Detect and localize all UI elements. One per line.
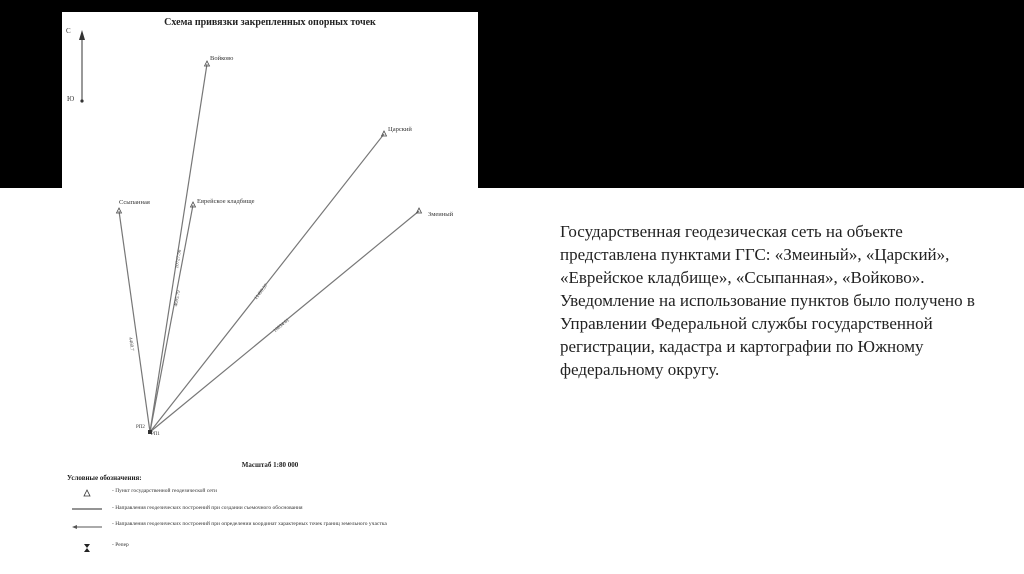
compass-south-label: Ю	[67, 95, 75, 103]
point-zmeiny-marker	[417, 208, 422, 213]
compass-arrowhead	[79, 30, 85, 40]
label-tsarsky: Царский	[388, 126, 412, 133]
line-tsarsky	[150, 134, 384, 432]
distance-evreyskoe: 4695.79	[174, 290, 183, 307]
distance-zmeiny: 10834.61	[273, 318, 291, 334]
legend-arrowhead-symbol	[72, 525, 77, 529]
distance-tsarsky: 11499.57	[254, 283, 270, 302]
label-zmeiny: Змеиный	[428, 211, 454, 218]
line-ssypannaya	[119, 211, 150, 432]
compass-base	[80, 99, 83, 102]
label-rp1: РП1	[151, 432, 160, 437]
distance-voikovo: 10727.56	[175, 249, 183, 269]
legend-triangle-symbol	[84, 490, 90, 496]
line-evreyskoe	[150, 205, 193, 432]
point-tsarsky-marker	[382, 131, 387, 136]
compass-north-label: С	[66, 27, 71, 35]
label-rp2: РП2	[136, 425, 145, 430]
label-ssypannaya: Ссыпанная	[119, 199, 150, 206]
survey-scheme	[62, 12, 478, 561]
legend-item-boundary-lines: - Направления геодезических построений при определении координат характерных точек границ земельного участка	[112, 521, 387, 527]
legend-item-point: - Пункт государственной геодезической сети	[112, 488, 218, 494]
description-text: Государственная геодезическая сеть на объекте представлена пунктами ГГС: «Змеиный», «Царский», «Еврейское кладбище», «Ссыпанная», «Войково». Уведомление на использование пунктов было получено в Управлении Федеральной службы государственной регистрации, кадастра и картографии по Южному федеральному округу.	[560, 222, 975, 379]
label-voikovo: Войково	[210, 55, 234, 62]
distance-ssypannaya: 4460.7	[127, 337, 134, 352]
label-evreyskoe: Еврейское кладбище	[197, 198, 255, 205]
legend-item-survey-lines: - Направления геодезических построений при создании съемочного обоснования	[112, 505, 303, 511]
legend-reper-top	[84, 544, 90, 548]
legend-item-reper: - Репер	[112, 542, 129, 548]
legend-title: Условные обозначения:	[67, 474, 142, 482]
legend-reper-bottom	[84, 548, 90, 552]
scale-label: Масштаб 1:80 000	[241, 461, 299, 469]
line-voikovo	[150, 64, 207, 432]
scheme-title: Схема привязки закрепленных опорных точек	[164, 17, 376, 28]
